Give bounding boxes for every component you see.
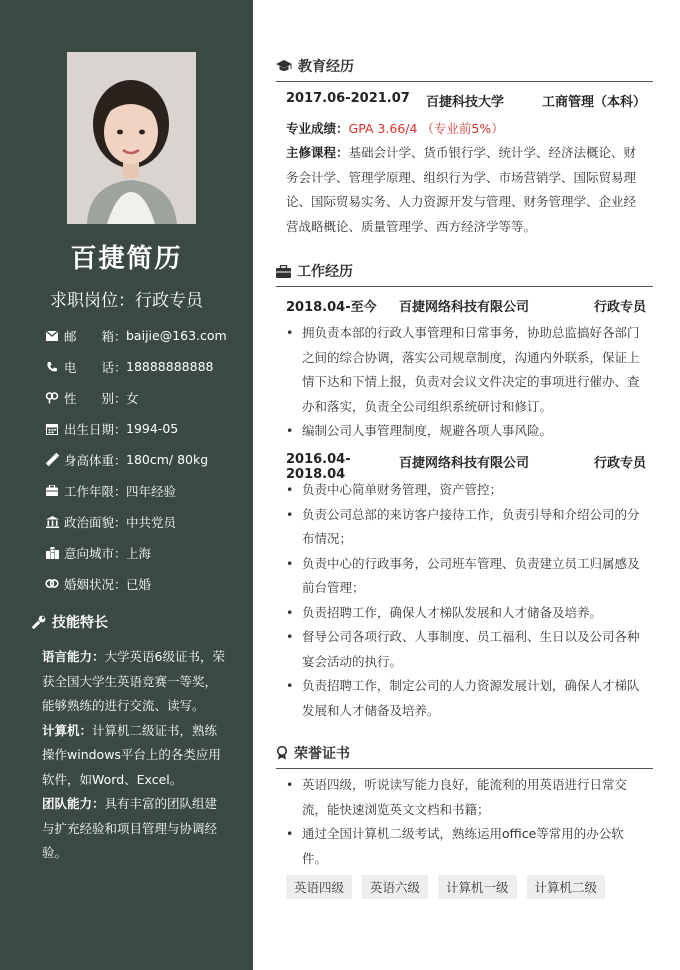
gender-icon bbox=[44, 390, 60, 406]
info-value: 180cm/ 80kg bbox=[126, 452, 209, 467]
education-courses bbox=[286, 141, 646, 239]
info-row-birthdate bbox=[44, 413, 244, 444]
info-row-height-weight bbox=[44, 444, 244, 475]
education-major: 工商管理（本科） bbox=[541, 95, 646, 110]
info-row-work-years bbox=[44, 475, 244, 506]
job-period: 2018.04-至今 bbox=[286, 300, 377, 315]
job-title: 求职岗位：行政专员 bbox=[50, 291, 203, 311]
honors-list bbox=[286, 773, 646, 871]
info-row-gender bbox=[44, 382, 244, 413]
graduation-cap-icon bbox=[276, 60, 292, 72]
job-company: 百捷网络科技有限公司 bbox=[399, 300, 530, 315]
info-label: 意向城市： bbox=[64, 545, 127, 561]
info-row-city bbox=[44, 537, 244, 568]
ruler-icon bbox=[44, 452, 60, 468]
score-value: GPA 3.66/4 （专业前5%） bbox=[348, 121, 504, 136]
list-item: • 负责招聘工作，制定公司的人力资源发展计划，确保人才梯队发展和人才储备及培养。 bbox=[286, 674, 646, 723]
profile-photo bbox=[67, 52, 196, 224]
briefcase-icon bbox=[276, 265, 291, 278]
rings-icon bbox=[44, 576, 60, 592]
list-item: • 负责招聘工作，确保人才梯队发展和人才储备及培养。 bbox=[286, 601, 646, 626]
work-title: 工作经历 bbox=[297, 264, 353, 280]
city-icon bbox=[44, 545, 60, 561]
info-label: 工作年限： bbox=[64, 483, 127, 499]
job-duties bbox=[286, 321, 646, 444]
calendar-icon bbox=[44, 421, 60, 437]
job-row bbox=[286, 296, 646, 315]
courses-text: 基础会计学、货币银行学、统计学、经济法概论、财务会计学、管理学原理、组织行为学、市场营销学、国际贸易理论、国际贸易实务、人力资源开发与管理、财务管理学、企业经营战略概论、质量管理学、西方经济学等等。 bbox=[286, 145, 637, 234]
job-company: 百捷网络科技有限公司 bbox=[399, 456, 530, 471]
work-heading bbox=[276, 261, 653, 287]
info-label: 婚姻状况： bbox=[64, 576, 127, 592]
list-item: • 英语四级，听说读写能力良好，能流利的用英语进行日常交流，能快速浏览英文文档和书籍； bbox=[286, 773, 646, 822]
skills-title: 技能特长 bbox=[52, 615, 108, 631]
certificate-tag: 英语四级 bbox=[286, 875, 352, 899]
skill-item bbox=[42, 645, 227, 719]
info-row-email bbox=[44, 320, 244, 351]
skill-text: 大学英语6级证书，荣获全国大学生英语竞赛一等奖，能够熟练的进行交流、读写。 bbox=[42, 649, 225, 713]
courses-label: 主修课程： bbox=[286, 145, 349, 160]
education-score bbox=[286, 117, 646, 142]
job-position: 行政专员 bbox=[593, 300, 646, 315]
honors-heading bbox=[276, 743, 653, 769]
wrench-icon bbox=[32, 615, 46, 629]
skill-label: 团队能力： bbox=[42, 796, 105, 811]
candidate-name: 百捷简历 bbox=[70, 244, 183, 274]
skill-text: 计算机二级证书，熟练操作windows平台上的各类应用软件，如Word、Excel。 bbox=[42, 722, 221, 787]
education-row bbox=[286, 91, 646, 110]
skill-item bbox=[42, 719, 227, 793]
job-position: 行政专员 bbox=[593, 456, 646, 471]
info-value: baijie@163.com bbox=[126, 328, 227, 343]
certificate-tag: 计算机一级 bbox=[438, 875, 517, 899]
info-row-marital bbox=[44, 568, 244, 599]
certificate-tag: 计算机二级 bbox=[527, 875, 606, 899]
list-item: • 负责中心的行政事务，公司班车管理、负责建立员工归属感及前台管理； bbox=[286, 552, 646, 601]
certificate-tag: 英语六级 bbox=[362, 875, 428, 899]
skill-item bbox=[42, 792, 227, 866]
briefcase-icon bbox=[44, 483, 60, 499]
info-value: 中共党员 bbox=[126, 514, 177, 530]
info-label: 政治面貌： bbox=[64, 514, 127, 530]
list-item: • 拥负责本部的行政人事管理和日常事务，协助总监搞好各部门之间的综合协调，落实公司规章制度，沟通内外联系，保证上情下达和下情上报，负责对会议文件决定的事项进行催办、查办和落实，负责全公司组织系统研讨和修订。 bbox=[286, 321, 646, 419]
list-item: • 督导公司各项行政、人事制度、员工福利、生日以及公司各种宴会活动的执行。 bbox=[286, 625, 646, 674]
info-row-political bbox=[44, 506, 244, 537]
personal-info bbox=[44, 320, 244, 599]
score-label: 专业成绩： bbox=[286, 121, 349, 136]
skills-list bbox=[42, 645, 227, 866]
list-item: • 通过全国计算机二级考试，熟练运用office等常用的办公软件。 bbox=[286, 822, 646, 871]
education-period: 2017.06-2021.07 bbox=[286, 91, 410, 106]
honors-title: 荣誉证书 bbox=[294, 746, 350, 762]
certificate-tags bbox=[286, 875, 605, 899]
info-value: 已婚 bbox=[126, 576, 152, 592]
info-value: 四年经验 bbox=[126, 483, 177, 499]
info-label: 电 话： bbox=[64, 359, 127, 375]
skills-heading bbox=[32, 612, 108, 632]
job-period: 2016.04-2018.04 bbox=[286, 452, 351, 482]
info-row-phone bbox=[44, 351, 244, 382]
info-value: 上海 bbox=[126, 545, 152, 561]
education-title: 教育经历 bbox=[298, 59, 354, 75]
skill-label: 语言能力： bbox=[42, 649, 105, 664]
sidebar bbox=[0, 0, 253, 970]
skill-label: 计算机： bbox=[42, 722, 93, 738]
phone-icon bbox=[44, 359, 60, 375]
info-value: 1994-05 bbox=[126, 421, 179, 436]
building-icon bbox=[44, 514, 60, 530]
info-value: 18888888888 bbox=[126, 359, 214, 374]
info-label: 出生日期： bbox=[64, 421, 127, 437]
info-label: 身高体重： bbox=[64, 452, 127, 468]
info-label: 性 别： bbox=[64, 390, 127, 406]
skill-text: 具有丰富的团队组建与扩充经验和项目管理与协调经验。 bbox=[42, 796, 218, 860]
medal-icon bbox=[276, 746, 288, 760]
list-item: • 负责公司总部的来访客户接待工作，负责引导和介绍公司的分布情况； bbox=[286, 503, 646, 552]
portrait-illustration bbox=[67, 52, 196, 224]
list-item: • 编制公司人事管理制度，规避各项人事风险。 bbox=[286, 419, 646, 444]
envelope-icon bbox=[44, 328, 60, 344]
education-school: 百捷科技大学 bbox=[426, 95, 505, 110]
job-duties bbox=[286, 478, 646, 723]
list-item: • 负责中心简单财务管理，资产管控； bbox=[286, 478, 646, 503]
info-value: 女 bbox=[126, 390, 139, 406]
info-label: 邮 箱： bbox=[64, 328, 127, 344]
education-heading bbox=[276, 56, 653, 82]
